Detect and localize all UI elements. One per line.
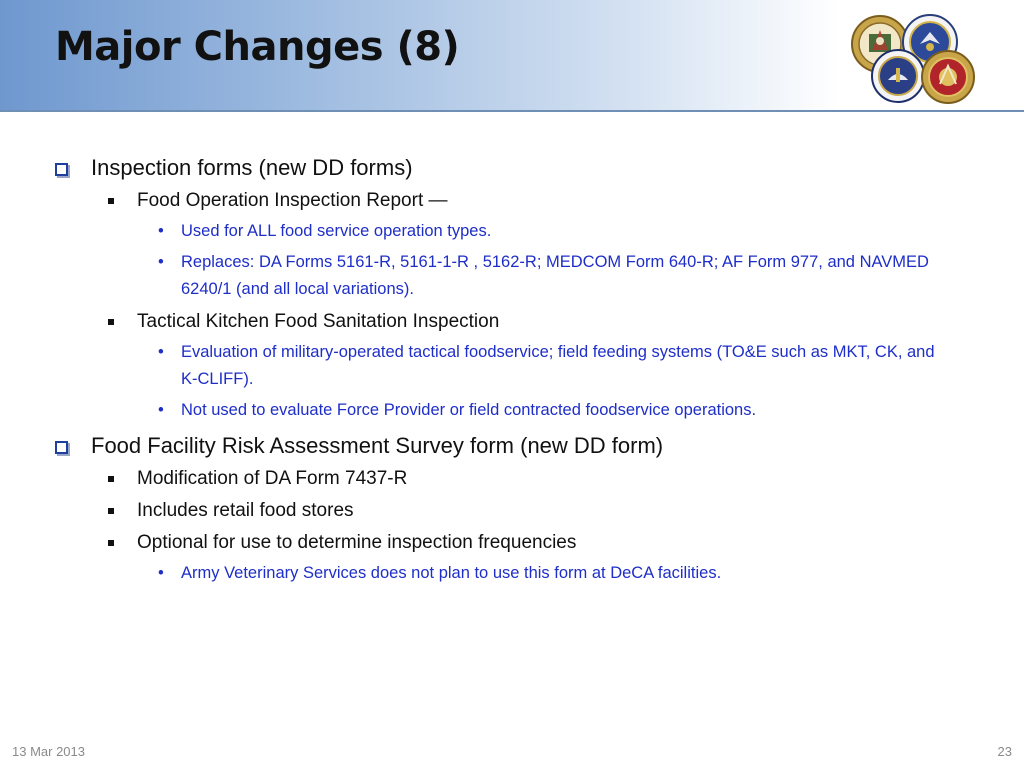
sub-bullet-text: Includes retail food stores [137,500,354,521]
bullet-text: Food Facility Risk Assessment Survey form (new DD form) [91,433,664,458]
detail-bullet [55,249,941,303]
dot-bullet-icon: • [158,564,164,582]
sub-bullet-tactical-kitchen [55,309,975,335]
detail-bullet [55,397,941,424]
detail-text: Replaces: DA Forms 5161-R, 5161-1-R , 5162-R; MEDCOM Form 640-R; AF Form 977, and NAVMED 6240/1 (and all local variations). [181,253,929,298]
bullet-inspection-forms [55,154,975,182]
slide-title: Major Changes (8) [55,24,460,70]
square-bullet-icon [108,540,114,546]
sub-bullet-optional [55,530,975,556]
dot-bullet-icon: • [158,343,164,361]
sub-bullet-retail [55,498,975,524]
detail-text: Army Veterinary Services does not plan to use this form at DeCA facilities. [181,564,722,582]
bullet-text: Inspection forms (new DD forms) [91,155,413,180]
sub-bullet-text: Modification of DA Form 7437-R [137,468,408,489]
navy-seal-icon [872,50,924,102]
detail-text: Not used to evaluate Force Provider or field contracted foodservice operations. [181,401,757,419]
square-bullet-icon [108,476,114,482]
sub-bullet-text: Food Operation Inspection Report — [137,190,448,211]
detail-bullet [55,560,941,587]
marine-corps-seal-icon [922,51,974,103]
square-bullet-icon [108,508,114,514]
sub-bullet-text: Optional for use to determine inspection frequencies [137,532,577,553]
header-divider [0,110,1024,112]
square-bullet-icon [108,198,114,204]
page-number: 23 [997,744,1012,759]
footer-date: 13 Mar 2013 [12,744,85,759]
sub-bullet-modification [55,466,975,492]
bullet-risk-assessment [55,432,975,460]
detail-bullet [55,339,941,393]
square-bullet-icon [108,319,114,325]
sub-bullet-food-operation-report [55,188,975,214]
dot-bullet-icon: • [158,401,164,419]
detail-text: Evaluation of military-operated tactical foodservice; field feeding systems (TO&E such as MKT, CK, and K-CLIFF). [181,343,935,388]
checkbox-icon [55,441,68,454]
military-seals-logo [850,14,975,106]
bullet-list [55,150,975,587]
detail-text: Used for ALL food service operation types. [181,222,492,240]
dot-bullet-icon: • [158,253,164,271]
dot-bullet-icon: • [158,222,164,240]
checkbox-icon [55,163,68,176]
sub-bullet-text: Tactical Kitchen Food Sanitation Inspection [137,311,500,332]
detail-bullet [55,218,941,245]
